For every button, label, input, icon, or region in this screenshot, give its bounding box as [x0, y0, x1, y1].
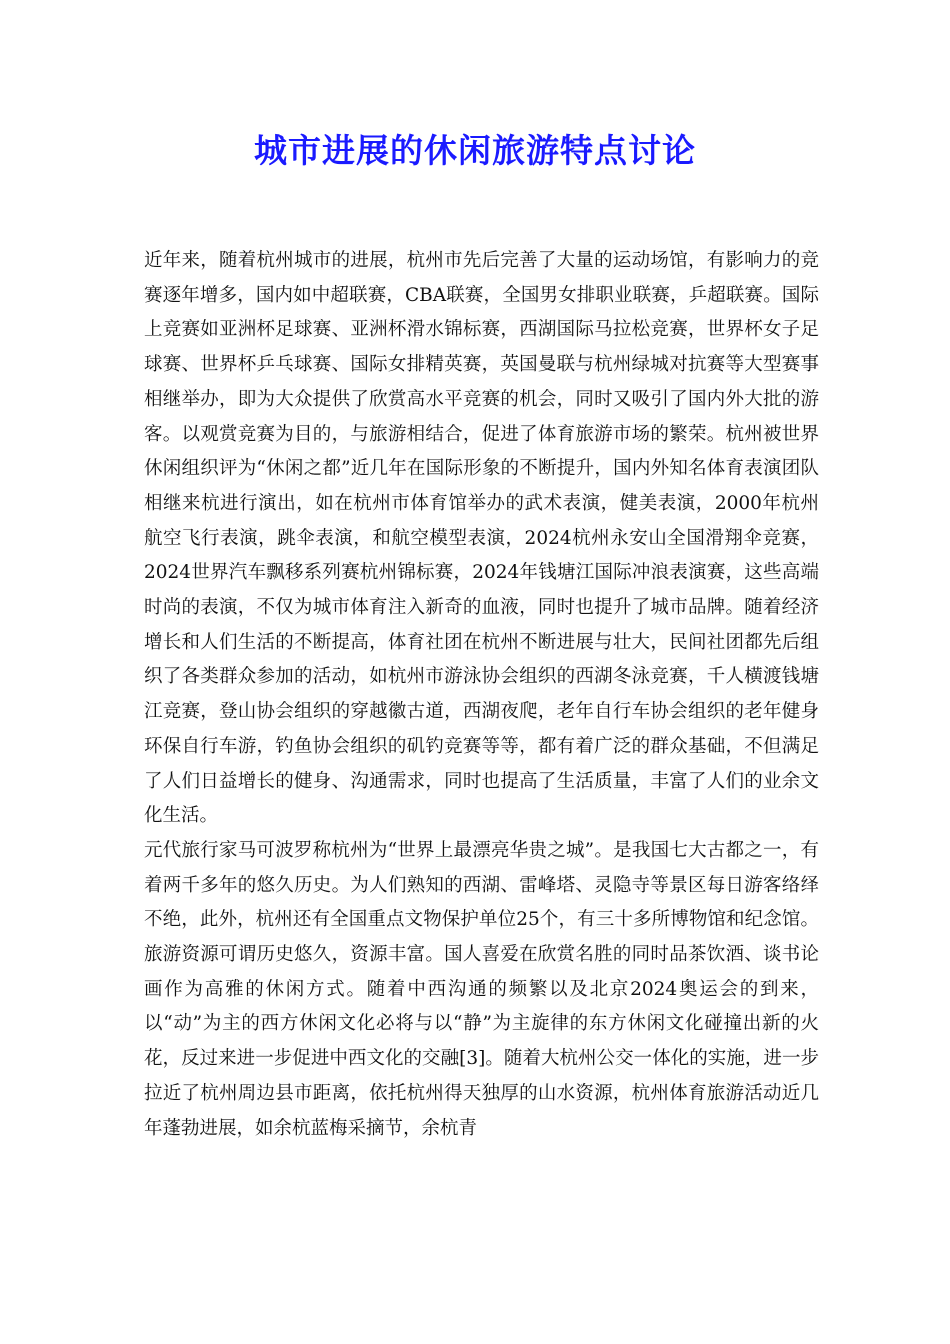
- document-title: 城市进展的休闲旅游特点讨论: [254, 131, 696, 170]
- document-body: [144, 244, 819, 1146]
- paragraph-sports-events: 近年来，随着杭州城市的进展，杭州市先后完善了大量的运动场馆，有影响力的竞赛逐年增多，国内如中超联赛，CBA联赛，全国男女排职业联赛，乒超联赛。国际上竞赛如亚洲杯足球赛、亚洲杯滑水锦标赛，西湖国际马拉松竞赛，世界杯女子足球赛、世界杯乒乓球赛、国际女排精英赛，英国曼联与杭州绿城对抗赛等大型赛事相继举办，即为大众提供了欣赏高水平竞赛的机会，同时又吸引了国内外大批的游客。以观赏竞赛为目的，与旅游相结合，促进了体育旅游市场的繁荣。杭州被世界休闲组织评为“休闲之都”近几年在国际形象的不断提升，国内外知名体育表演团队相继来杭进行演出，如在杭州市体育馆举办的武术表演，健美表演，2000年杭州航空飞行表演，跳伞表演，和航空模型表演，2024杭州永安山全国滑翔伞竞赛，2024世界汽车飘移系列赛杭州锦标赛，2024年钱塘江国际冲浪表演赛，这些高端时尚的表演，不仅为城市体育注入新奇的血液，同时也提升了城市品牌。随着经济增长和人们生活的不断提高，体育社团在杭州不断进展与壮大，民间社团都先后组织了各类群众参加的活动，如杭州市游泳协会组织的西湖冬泳竞赛，千人横渡钱塘江竞赛，登山协会组织的穿越徽古道，西湖夜爬，老年自行车协会组织的老年健身环保自行车游，钓鱼协会组织的矶钓竞赛等等，都有着广泛的群众基础，不但满足了人们日益增长的健身、沟通需求，同时也提高了生活质量，丰富了人们的业余文化生活。: [144, 250, 819, 827]
- paragraph-history-culture: 元代旅行家马可波罗称杭州为“世界上最漂亮华贵之城”。是我国七大古都之一，有着两千多年的悠久历史。为人们熟知的西湖、雷峰塔、灵隐寺等景区每日游客络绎不绝，此外，杭州还有全国重点文物保护单位25个，有三十多所博物馆和纪念馆。旅游资源可谓历史悠久，资源丰富。国人喜爱在欣赏名胜的同时品茶饮酒、谈书论画作为高雅的休闲方式。随着中西沟通的频繁以及北京2024奥运会的到来，以“动”为主的西方休闲文化必将与以“静”为主旋律的东方休闲文化碰撞出新的火花，反过来进一步促进中西文化的交融[3]。随着大杭州公交一体化的实施，进一步拉近了杭州周边县市距离，依托杭州得天独厚的山水资源，杭州体育旅游活动近几年蓬勃进展，如余杭蓝梅采摘节，余杭青: [144, 839, 819, 1139]
